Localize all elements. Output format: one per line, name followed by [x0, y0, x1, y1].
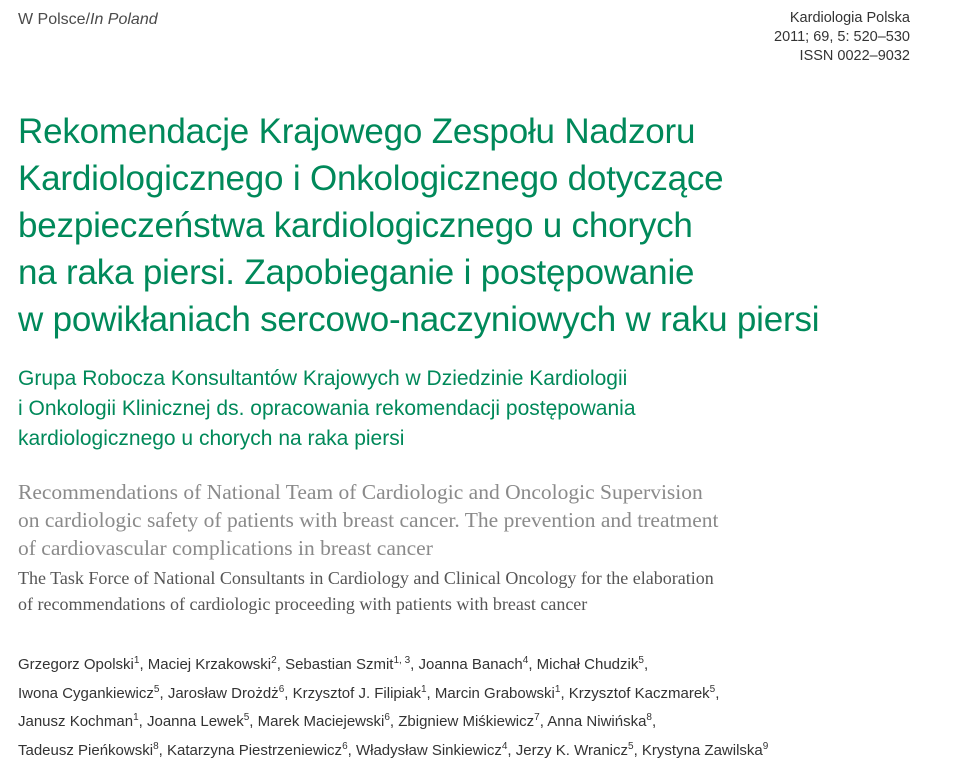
author-line: Iwona Cygankiewicz$^5$, Jarosław Drożdż$^6$, Krzysztof J. Filipiak$^1$, Marcin Grabowski$^1$, Krzysztof Kaczmarek$^5$, [18, 683, 720, 702]
author-affiliation: 8 [153, 740, 159, 752]
author [167, 742, 348, 759]
author-affiliation: 1 [420, 683, 427, 695]
title-en-line: of cardiovascular complications in breast cancer [18, 536, 433, 560]
author-affiliation: 6 [278, 683, 285, 695]
author-line: Tadeusz Pieńkowski$^8$, Katarzyna Piestrzeniewicz$^6$, Władysław Sinkiewicz$^4$, Jerzy K. Wranicz$^5$, Krystyna Zawilska$^9$ [18, 740, 769, 759]
article-title-pl [18, 108, 819, 343]
author-name: Maciej Krzakowski [147, 656, 272, 673]
title-pl-line: Kardiologicznego i Onkologicznego dotyczące [18, 159, 724, 198]
journal-citation: 2011; 69, 5: 520–530 [774, 29, 910, 45]
author-affiliation: 4 [501, 740, 508, 752]
author-name: Sebastian Szmit [285, 656, 394, 673]
author-affiliation: 5 [628, 740, 634, 752]
author-name: Jarosław Drożdż [167, 684, 279, 702]
author-affiliation: 1 [133, 712, 139, 723]
author-name: Tadeusz Pieńkowski [18, 741, 154, 759]
author-affiliation: 5 [638, 655, 644, 666]
author-affiliation: 9 [762, 740, 769, 752]
journal-info [774, 9, 910, 66]
author-affiliation: 1 [554, 683, 561, 695]
author-name: Katarzyna Piestrzeniewicz [166, 741, 343, 759]
title-en-line: Recommendations of National Team of Cardiologic and Oncologic Supervision [18, 480, 703, 504]
author-name: Krystyna Zawilska [641, 741, 763, 759]
author-affiliation: 5 [153, 683, 160, 695]
author [516, 742, 634, 759]
author-name: Joanna Lewek [146, 713, 244, 730]
title-pl-line: w powikłaniach sercowo-naczyniowych w raku piersi [18, 300, 820, 339]
journal-issn: ISSN 0022–9032 [799, 48, 910, 64]
author-affiliation: 7 [534, 712, 540, 723]
author [18, 742, 159, 759]
author [356, 742, 507, 759]
author-name: Marcin Grabowski [434, 684, 555, 702]
subtitle-pl-line: i Onkologii Klinicznej ds. opracowania rekomendacji postępowania [18, 397, 636, 420]
author [642, 742, 768, 759]
article-subtitle-en [18, 565, 714, 617]
author-affiliation: 4 [522, 655, 529, 666]
author-name: Jerzy K. Wranicz [515, 741, 628, 759]
author [285, 656, 410, 673]
author [258, 713, 390, 730]
subtitle-pl-line: kardiologicznego u chorych na raka piersi [18, 427, 405, 450]
author-name: Krzysztof Kaczmarek [568, 684, 710, 702]
author [148, 656, 277, 673]
author [569, 685, 715, 702]
author [147, 713, 249, 730]
author [537, 656, 644, 673]
author-name: Zbigniew Miśkiewicz [398, 713, 535, 730]
author-affiliation: 6 [384, 712, 390, 723]
author-name: Marek Maciejewski [257, 713, 385, 730]
title-pl-line: bezpieczeństwa kardiologicznego u chorych [18, 206, 693, 245]
author-name: Krzysztof J. Filipiak [292, 684, 421, 702]
author-name: Iwona Cygankiewicz [18, 684, 154, 702]
author-list [18, 651, 768, 765]
article-subtitle-pl [18, 364, 636, 454]
author-affiliation: 8 [646, 712, 652, 723]
section-tag [18, 11, 158, 29]
author-name: Grzegorz Opolski [18, 656, 134, 673]
title-pl-line: na raka piersi. Zapobieganie i postępowanie [18, 253, 695, 292]
author-line: Grzegorz Opolski$^1$, Maciej Krzakowski$^2$, Sebastian Szmit$^{1, 3}$, Joanna Banach$^4$, Michał Chudzik$^5$, [18, 655, 649, 673]
title-en-line: on cardiologic safety of patients with breast cancer. The prevention and treatment [18, 508, 719, 532]
author-name: Michał Chudzik [536, 656, 639, 673]
author [18, 656, 139, 673]
journal-name: Kardiologia Polska [789, 10, 910, 26]
author [418, 656, 528, 673]
article-title-en [18, 478, 718, 562]
author-name: Anna Niwińska [547, 713, 647, 730]
author [168, 685, 284, 702]
author-affiliation: 1 [133, 655, 140, 666]
author-affiliation: 1, 3 [393, 655, 411, 666]
author [547, 713, 652, 730]
author [398, 713, 539, 730]
author-affiliation: 6 [342, 740, 348, 752]
section-label-pl: W Polsce/ [18, 11, 91, 28]
author [293, 685, 427, 702]
author [18, 685, 159, 702]
subtitle-en-line: of recommendations of cardiologic proceeding with patients with breast cancer [18, 594, 588, 614]
subtitle-en-line: The Task Force of National Consultants in Cardiology and Clinical Oncology for the elaboration [18, 568, 714, 588]
author-line: Janusz Kochman$^1$, Joanna Lewek$^5$, Marek Maciejewski$^6$, Zbigniew Miśkiewicz$^7$, Anna Niwińska$^8$, [18, 712, 657, 730]
subtitle-pl-line: Grupa Robocza Konsultantów Krajowych w Dziedzinie Kardiologii [18, 367, 628, 390]
author-affiliation: 2 [271, 655, 277, 666]
author-affiliation: 5 [243, 712, 250, 723]
author-name: Janusz Kochman [18, 713, 134, 730]
author-name: Władysław Sinkiewicz [355, 741, 502, 759]
author-name: Joanna Banach [418, 656, 523, 673]
section-label-en: In Poland [90, 11, 158, 28]
author-affiliation: 5 [709, 683, 716, 695]
title-pl-line: Rekomendacje Krajowego Zespołu Nadzoru [18, 112, 696, 151]
author [18, 713, 139, 730]
author [435, 685, 561, 702]
